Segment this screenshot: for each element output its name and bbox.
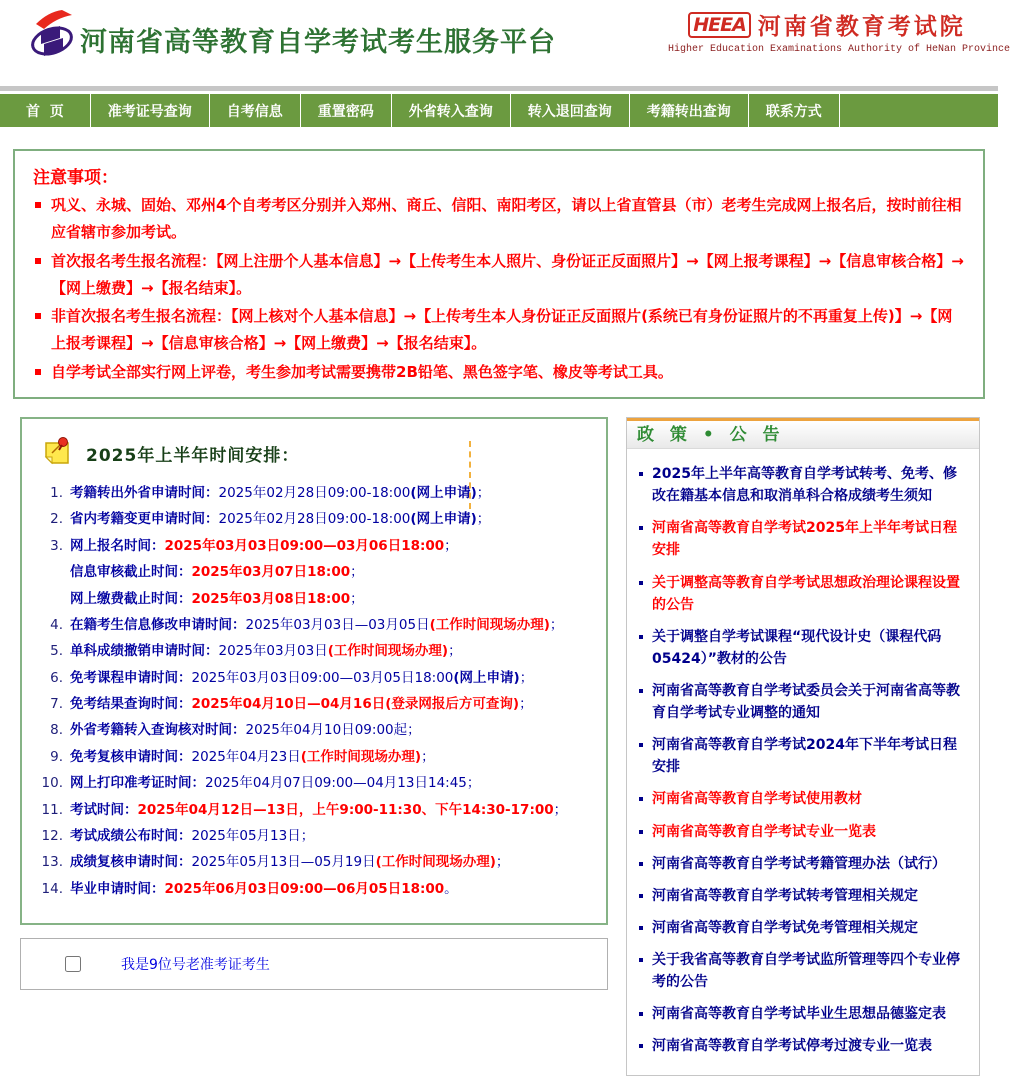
announcement-text: 河南省高等教育自学考试使用教材 bbox=[652, 791, 862, 808]
notice-item-text: 首次报名考生报名流程：【网上注册个人基本信息】→【上传考生本人照片、身份证正反面照片】→【网上报考课程】→【信息审核合格】→【网上缴费】→【报名结束】。 bbox=[51, 251, 964, 297]
announcement-link[interactable] bbox=[639, 572, 969, 616]
notice-list bbox=[33, 192, 965, 386]
announcement-text: 关于我省高等教育自学考试监所管理等四个专业停考的公告 bbox=[652, 951, 960, 991]
schedule-row bbox=[36, 722, 598, 739]
schedule-row-text bbox=[70, 696, 533, 713]
schedule-row-text bbox=[70, 538, 458, 555]
header-divider bbox=[0, 86, 998, 91]
schedule-row-text bbox=[70, 485, 490, 502]
schedule-segment: (网上申请) bbox=[410, 511, 477, 528]
schedule-row-text bbox=[70, 511, 490, 528]
schedule-segment: 考试成绩公布时间： bbox=[70, 827, 192, 844]
schedule-row-text bbox=[70, 775, 480, 792]
schedule-row bbox=[36, 696, 598, 713]
site-brand bbox=[26, 8, 556, 70]
nav-item-transfer-in-query[interactable]: 外省转入查询 bbox=[392, 94, 511, 127]
bullet-square-icon bbox=[35, 313, 41, 319]
schedule-row bbox=[36, 828, 598, 845]
schedule-segment: 2025年04月23日 bbox=[191, 748, 301, 765]
schedule-row bbox=[36, 802, 598, 819]
bullet-square-icon bbox=[35, 369, 41, 375]
nav-item-contact[interactable]: 联系方式 bbox=[749, 94, 840, 127]
schedule-segment: 2025年03月03日 bbox=[218, 643, 328, 660]
announcement-text: 2025年上半年高等教育自学考试转考、免考、修改在籍基本信息和取消单科合格成绩考生须知 bbox=[652, 466, 957, 505]
schedule-row-text bbox=[70, 617, 563, 634]
announcements-list bbox=[627, 449, 979, 1075]
schedule-row bbox=[36, 617, 598, 634]
schedule-segment: 2025年04月07日09:00—04月13日14:45； bbox=[205, 775, 481, 792]
announcement-link[interactable] bbox=[639, 517, 969, 561]
bullet-square-icon bbox=[639, 958, 643, 962]
schedule-segment: ； bbox=[519, 696, 533, 713]
memo-pin-icon bbox=[42, 435, 74, 471]
schedule-row-text bbox=[70, 643, 462, 660]
announcement-text: 关于调整高等教育自学考试思想政治理论课程设置的公告 bbox=[652, 574, 960, 613]
schedule-segment: 免考课程申请时间： bbox=[70, 669, 192, 686]
old-ticket-box bbox=[20, 938, 608, 990]
bullet-square-icon bbox=[639, 526, 643, 530]
notice-box bbox=[13, 149, 985, 399]
schedule-segment: 2025年03月07日18:00 bbox=[191, 564, 351, 581]
schedule-row-number: 10. bbox=[41, 775, 63, 792]
schedule-row-number: 11. bbox=[41, 801, 63, 818]
schedule-segment: 网上报名时间： bbox=[70, 537, 165, 554]
notice-item bbox=[33, 248, 965, 303]
schedule-row-text bbox=[70, 749, 435, 766]
schedule-row-number: 12. bbox=[41, 827, 63, 844]
schedule-segment: 2025年05月13日； bbox=[191, 827, 315, 844]
schedule-row-number: 9. bbox=[50, 748, 63, 765]
schedule-row-number: 2. bbox=[50, 511, 63, 528]
bullet-square-icon bbox=[639, 926, 643, 930]
bullet-square-icon bbox=[639, 743, 643, 747]
schedule-segment: 外省考籍转入查询核对时间： bbox=[70, 722, 246, 739]
schedule-title: 2025年上半年时间安排： bbox=[86, 445, 300, 466]
schedule-segment: ； bbox=[350, 590, 364, 607]
heea-logo-icon: HEEA bbox=[688, 12, 751, 38]
schedule-row-text bbox=[70, 828, 314, 845]
schedule-segment: ； bbox=[350, 564, 364, 581]
schedule-segment: 单科成绩撤销申请时间： bbox=[70, 643, 219, 660]
schedule-row-text bbox=[70, 564, 364, 581]
schedule-segment: (工作时间现场办理) bbox=[300, 748, 422, 765]
schedule-row-number: 6. bbox=[50, 669, 63, 686]
schedule-row-number: 3. bbox=[50, 537, 63, 554]
decorative-dashed-line bbox=[469, 441, 471, 509]
schedule-segment: ； bbox=[519, 669, 534, 686]
schedule-segment: (工作时间现场办理) bbox=[429, 616, 550, 633]
schedule-row bbox=[36, 775, 598, 792]
schedule-row-text bbox=[70, 722, 421, 739]
schedule-list bbox=[36, 485, 598, 898]
bullet-square-icon bbox=[639, 830, 643, 834]
schedule-segment: 在籍考生信息修改申请时间： bbox=[70, 616, 246, 633]
schedule-segment: 信息审核截止时间： bbox=[70, 564, 192, 581]
announcement-text: 河南省高等教育自学考试转考管理相关规定 bbox=[652, 887, 918, 904]
schedule-segment: ； bbox=[549, 616, 564, 633]
bullet-square-icon bbox=[639, 689, 643, 693]
announcement-text: 河南省高等教育自学考试专业一览表 bbox=[652, 823, 876, 840]
schedule-segment: ； bbox=[553, 801, 568, 818]
schedule-segment: 省内考籍变更申请时间： bbox=[70, 511, 219, 528]
schedule-segment: (工作时间现场办理) bbox=[327, 643, 449, 660]
announcement-text: 河南省高等教育自学考试停考过渡专业一览表 bbox=[652, 1038, 932, 1055]
schedule-row-number: 8. bbox=[50, 722, 63, 739]
schedule-segment: (网上申请) bbox=[453, 669, 520, 686]
authority-brand bbox=[668, 8, 1010, 55]
schedule-segment: ； bbox=[448, 643, 462, 660]
schedule-row-text bbox=[70, 854, 509, 871]
schedule-row-number: 5. bbox=[50, 643, 63, 660]
authority-subtitle: Higher Education Examinations Authority of HeNan Province bbox=[668, 44, 1010, 55]
page-title: 河南省高等教育自学考试考生服务平台 bbox=[80, 26, 556, 58]
bullet-square-icon bbox=[639, 581, 643, 585]
nav-item-selfexam-info[interactable]: 自考信息 bbox=[210, 94, 301, 127]
schedule-row-number bbox=[36, 591, 70, 608]
schedule-segment: ； bbox=[495, 854, 510, 871]
main-content bbox=[0, 399, 998, 1076]
old-ticket-checkbox[interactable] bbox=[65, 956, 81, 972]
nav-item-transfer-out-query[interactable]: 考籍转出查询 bbox=[630, 94, 749, 127]
schedule-segment: 2025年03月03日09:00—03月06日18:00 bbox=[164, 537, 445, 554]
nav-item-home[interactable]: 首 页 bbox=[0, 94, 91, 127]
schedule-segment: (网上申请) bbox=[410, 485, 477, 502]
schedule-segment: (工作时间现场办理) bbox=[375, 854, 496, 871]
schedule-row-text bbox=[70, 591, 364, 608]
schedule-row-number: 14. bbox=[41, 880, 63, 897]
schedule-segment: 毕业申请时间： bbox=[70, 880, 165, 897]
announcement-link[interactable] bbox=[639, 680, 969, 724]
nav-item-reset-password[interactable]: 重置密码 bbox=[301, 94, 392, 127]
nav-item-transfer-return-query[interactable]: 转入退回查询 bbox=[511, 94, 630, 127]
announcements-panel bbox=[626, 417, 980, 1076]
schedule-segment: ； bbox=[444, 537, 458, 554]
schedule-segment: 免考结果查询时间： bbox=[70, 696, 192, 713]
schedule-box bbox=[20, 417, 608, 925]
authority-name: 河南省教育考试院 bbox=[757, 14, 966, 40]
schedule-segment: 2025年04月10日09:00起； bbox=[245, 722, 421, 739]
announcement-text: 河南省高等教育自学考试免考管理相关规定 bbox=[652, 919, 918, 936]
announcement-link[interactable] bbox=[639, 885, 969, 907]
schedule-segment: 免考复核申请时间： bbox=[70, 748, 192, 765]
schedule-segment: ； bbox=[476, 485, 491, 502]
schedule-segment: 2025年03月03日—03月05日 bbox=[245, 616, 430, 633]
left-column bbox=[20, 417, 608, 990]
notice-item-text: 巩义、永城、固始、邓州4个自考考区分别并入郑州、商丘、信阳、南阳考区，请以上省直管县（市）老考生完成网上报名后，按时前往相应省辖市参加考试。 bbox=[51, 196, 962, 242]
schedule-row bbox=[36, 511, 598, 528]
announcement-link[interactable] bbox=[639, 949, 969, 993]
announcement-text: 河南省高等教育自学考试考籍管理办法（试行） bbox=[652, 855, 946, 872]
bullet-square-icon bbox=[639, 797, 643, 801]
schedule-segment: 2025年02月28日09:00-18:00 bbox=[218, 485, 411, 502]
schedule-row-number bbox=[36, 564, 70, 581]
schedule-segment: 成绩复核申请时间： bbox=[70, 854, 192, 871]
announcement-text: 河南省高等教育自学考试毕业生思想品德鉴定表 bbox=[652, 1006, 946, 1023]
schedule-row bbox=[36, 643, 598, 660]
bullet-square-icon bbox=[639, 862, 643, 866]
schedule-segment: 。 bbox=[444, 880, 458, 897]
schedule-segment: 网上缴费截止时间： bbox=[70, 590, 192, 607]
schedule-row bbox=[36, 538, 598, 555]
notice-item bbox=[33, 303, 965, 358]
bullet-square-icon bbox=[639, 894, 643, 898]
site-logo-icon bbox=[26, 8, 74, 70]
announcement-text: 河南省高等教育自学考试2024年下半年考试日程安排 bbox=[652, 737, 957, 776]
schedule-row-number: 7. bbox=[50, 696, 63, 713]
old-ticket-label[interactable]: 我是9位号老准考证考生 bbox=[121, 957, 270, 974]
announcement-link[interactable] bbox=[639, 626, 969, 670]
announcement-text: 河南省高等教育自学考试委员会关于河南省高等教育自学考试专业调整的通知 bbox=[652, 682, 960, 722]
announcement-link[interactable] bbox=[639, 917, 969, 939]
announcement-link[interactable] bbox=[639, 734, 969, 778]
bullet-square-icon bbox=[35, 202, 41, 208]
notice-item-text: 自学考试全部实行网上评卷，考生参加考试需要携带2B铅笔、黑色签字笔、橡皮等考试工具。 bbox=[51, 362, 673, 381]
notice-title: 注意事项： bbox=[33, 168, 118, 188]
schedule-segment: ； bbox=[421, 748, 435, 765]
schedule-row bbox=[36, 670, 598, 687]
schedule-row bbox=[36, 854, 598, 871]
main-nav bbox=[0, 94, 998, 127]
notice-item bbox=[33, 359, 965, 386]
announcement-link[interactable] bbox=[639, 788, 969, 810]
schedule-segment: 2025年04月12日—13日，上午9:00-11:30、下午14:30-17:00 bbox=[137, 801, 554, 818]
schedule-row-text bbox=[70, 802, 567, 819]
page-header bbox=[0, 0, 1010, 86]
schedule-segment: 2025年02月28日09:00-18:00 bbox=[218, 511, 411, 528]
schedule-row-number: 1. bbox=[50, 485, 63, 502]
nav-item-ticket-number-query[interactable]: 准考证号查询 bbox=[91, 94, 210, 127]
schedule-row bbox=[36, 749, 598, 766]
announcements-title: 政 策 • 公 告 bbox=[627, 418, 979, 449]
schedule-row bbox=[36, 591, 598, 608]
bullet-square-icon bbox=[35, 258, 41, 264]
notice-item bbox=[33, 192, 965, 247]
schedule-segment: 考试时间： bbox=[70, 801, 138, 818]
schedule-row bbox=[36, 881, 598, 898]
bullet-square-icon bbox=[639, 1044, 643, 1048]
announcement-text: 河南省高等教育自学考试2025年上半年考试日程安排 bbox=[652, 520, 957, 559]
schedule-segment: ； bbox=[476, 511, 491, 528]
schedule-row-number: 13. bbox=[41, 854, 63, 871]
schedule-segment: 考籍转出外省申请时间： bbox=[70, 485, 219, 502]
bullet-square-icon bbox=[639, 1012, 643, 1016]
announcement-link[interactable] bbox=[639, 853, 969, 875]
schedule-segment: 2025年03月08日18:00 bbox=[191, 590, 351, 607]
schedule-segment: 2025年06月03日09:00—06月05日18:00 bbox=[164, 880, 445, 897]
schedule-segment: 2025年03月03日09:00—03月05日18:00 bbox=[191, 669, 454, 686]
announcement-link[interactable] bbox=[639, 463, 969, 507]
schedule-row-text bbox=[70, 881, 458, 898]
bullet-square-icon bbox=[639, 635, 643, 639]
schedule-row bbox=[36, 485, 598, 502]
schedule-segment: 网上打印准考证时间： bbox=[70, 775, 205, 792]
schedule-row-text bbox=[70, 670, 533, 687]
announcement-text: 关于调整自学考试课程“现代设计史（课程代码05424）”教材的公告 bbox=[652, 628, 942, 667]
announcement-link[interactable] bbox=[639, 821, 969, 843]
schedule-segment: 2025年05月13日—05月19日 bbox=[191, 854, 376, 871]
schedule-row bbox=[36, 564, 598, 581]
schedule-segment: 2025年04月10日—04月16日(登录网报后方可查询) bbox=[191, 696, 520, 713]
notice-item-text: 非首次报名考生报名流程：【网上核对个人基本信息】→【上传考生本人身份证正反面照片(系统已有身份证照片的不再重复上传)】→【网上报考课程】→【信息审核合格】→【网上缴费】→【报名结束】。 bbox=[51, 307, 953, 353]
announcement-link[interactable] bbox=[639, 1003, 969, 1025]
bullet-square-icon bbox=[639, 472, 643, 476]
schedule-row-number: 4. bbox=[50, 616, 63, 633]
announcement-link[interactable] bbox=[639, 1035, 969, 1057]
